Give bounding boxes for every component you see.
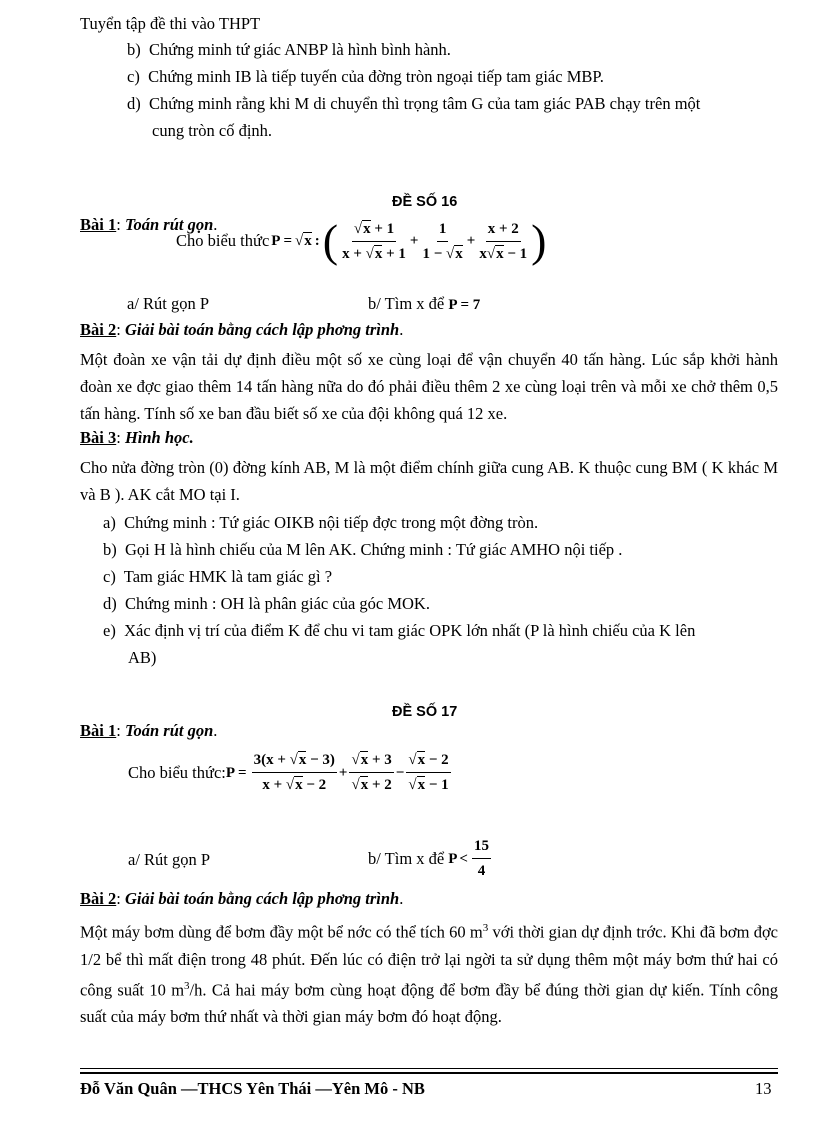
footer-divider: [80, 1072, 778, 1074]
running-header: Tuyển tập đề thi vào THPT: [80, 14, 261, 33]
item-label: d): [127, 94, 141, 113]
math-symbol: :: [314, 233, 320, 249]
problem-heading: Bài 2: Giải bài toán bằng cách lập phơng trình.: [80, 889, 404, 908]
part-b: b/ Tìm x để P = 7: [368, 294, 481, 313]
list-item: [127, 67, 604, 87]
fraction: $\frac{√x + 3}{√x + 2}$: [351, 752, 392, 793]
item-continuation: cung tròn cố định.: [152, 121, 273, 140]
exam-title: ĐỀ SỐ 16: [392, 194, 458, 210]
problem-heading: Bài 1: Toán rút gọn.: [80, 721, 218, 740]
math-symbol: =: [283, 233, 292, 249]
problem-title: Toán rút gọn: [124, 215, 214, 234]
item-label: c): [127, 67, 140, 86]
fraction: $\frac{1}{1 - √x}$: [422, 220, 463, 262]
math-symbol: P: [271, 233, 281, 249]
problem-text: Một đoàn xe vận tải dự định điều một số xe cùng loại để vận chuyển 40 tấn hàng. Lúc sắp khởi hành đoàn xe đợc giao thêm 14 tấn hàng nữa do đó phải điều thêm 2 xe cùng loại trên và mỗi xe chở thêm 0,5 tấn hàng. Tính số xe ban đầu biết số xe của đội không quá 12 xe.: [80, 350, 778, 423]
math-symbol: x: [304, 233, 312, 249]
part-a: a/ Rút gọn P: [128, 850, 211, 869]
problem-label: Bài 1: [80, 215, 117, 234]
fraction: $\frac{x + 2}{x√x - 1}$: [479, 220, 528, 262]
part-b: b/ Tìm x để P < $\frac{15}{4}$: [368, 838, 489, 879]
item-continuation: AB): [128, 648, 157, 667]
list-item: [127, 40, 451, 60]
fraction: $\frac{√x + 1}{x + √x + 1}$: [342, 220, 406, 262]
fraction: $\frac{15}{4}$: [473, 838, 489, 879]
list-item: [127, 94, 700, 114]
expression-de17: Cho biểu thức: P = $\frac{3(x + √x - 3)}{x + √x - 2}$ + $\frac{√x + 3}{√x + 2}$ − $\frac{√x - 2}{√x - 1}$: [128, 752, 449, 793]
list-item: c) Tam giác HMK là tam giác gì ?: [103, 567, 333, 586]
list-item: d) Chứng minh : OH là phân giác của góc MOK.: [103, 594, 430, 613]
item-text: Chứng minh tứ giác ANBP là hình bình hành.: [149, 40, 451, 59]
problem-heading: Bài 1: Toán rút gọn.: [80, 215, 218, 234]
fraction: $\frac{√x - 2}{√x - 1}$: [408, 752, 449, 793]
page-number: 13: [755, 1079, 772, 1098]
list-item: a) Chứng minh : Tứ giác OIKB nội tiếp đợc trong một đờng tròn.: [103, 513, 539, 532]
fraction: $\frac{3(x + √x - 3)}{x + √x - 2}$: [253, 752, 335, 793]
problem-heading: Bài 3: Hình học.: [80, 428, 194, 447]
expression-de16: Cho biểu thức P = √x : ( $\frac{√x + 1}{x + √x + 1}$ + $\frac{1}{1 - √x}$ + $\frac{x + 2}{x√x - 1}$ ): [176, 215, 547, 266]
list-item: b) Gọi H là hình chiếu của M lên AK. Chứng minh : Tứ giác AMHO nội tiếp .: [103, 540, 623, 559]
expression-prompt: Cho biểu thức: [176, 231, 270, 250]
list-item: e) Xác định vị trí của điểm K để chu vi tam giác OPK lớn nhất (P là hình chiếu của K lên: [103, 621, 696, 640]
problem-text: Một máy bơm dùng để bơm đầy một bể nớc có thể tích 60 $m^3$ với thời gian dự định trớc. Khi đã bơm đợc 1/2 bể thì mất điện trong 48 phút. Đến lúc có điện trở lại ngời ta sử dụng thêm một máy bơm thứ hai có công suất 10 $m^3/h$. Cả hai máy bơm cùng hoạt động để bơm đầy bể đúng thời gian dự kiến. Tính công suất của máy bơm thứ nhất và thời gian máy bơm đó hoạt động.: [80, 922, 778, 1026]
footer-divider: [80, 1068, 778, 1069]
problem-text: Cho nửa đờng tròn (0) đờng kính AB, M là một điểm chính giữa cung AB. K thuộc cung BM ( K khác M và B ). AK cắt MO tại I.: [80, 458, 778, 504]
footer-author: Đỗ Văn Quân —THCS Yên Thái —Yên Mô - NB: [80, 1079, 425, 1098]
item-text: Chứng minh IB là tiếp tuyến của đờng tròn ngoại tiếp tam giác MBP.: [148, 67, 604, 86]
part-a: a/ Rút gọn P: [127, 294, 210, 313]
exam-title: ĐỀ SỐ 17: [392, 704, 458, 720]
problem-heading: Bài 2: Giải bài toán bằng cách lập phơng trình.: [80, 320, 404, 339]
item-text: Chứng minh rằng khi M di chuyển thì trọng tâm G của tam giác PAB chạy trên một: [149, 94, 701, 113]
item-label: b): [127, 40, 141, 59]
